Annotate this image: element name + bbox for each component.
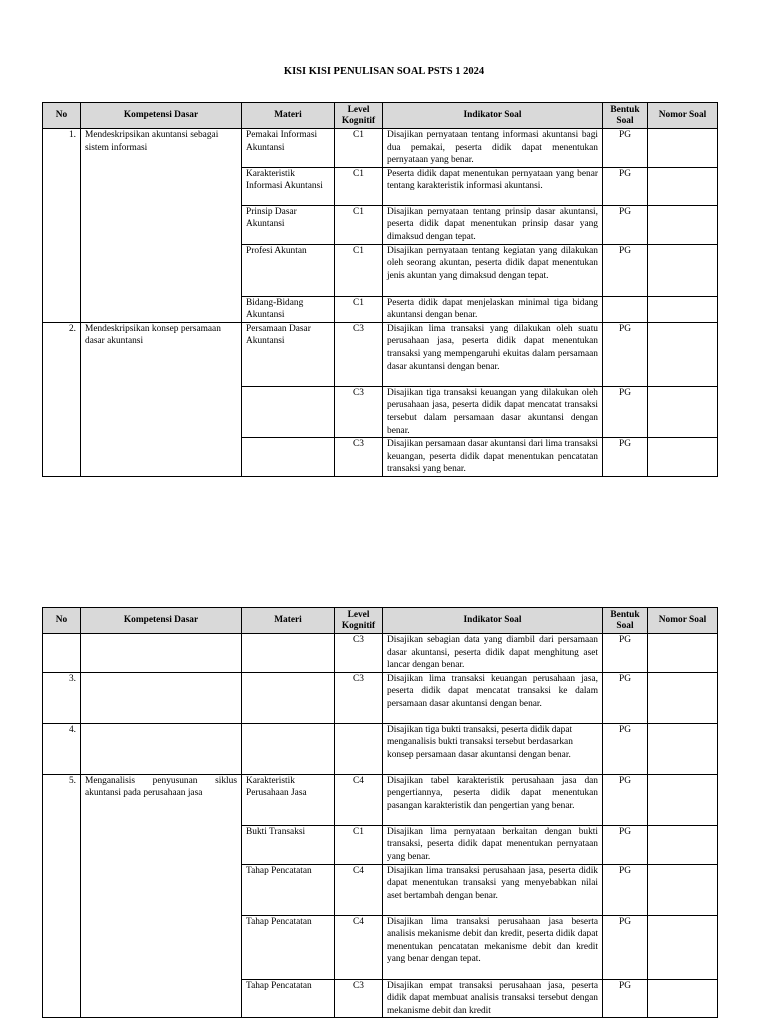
header-kompetensi-dasar: Kompetensi Dasar [81,103,242,129]
bentuk-cell: PG [603,915,648,979]
nomor-cell [648,244,718,296]
table-row [43,634,718,673]
materi-cell [242,634,335,673]
level-cell: C1 [335,244,383,296]
bentuk-cell: PG [603,322,648,386]
kompetensi-dasar-cell: Mendeskripsikan akuntansi sebagai sistem informasi [81,129,242,323]
row-number [43,634,81,673]
materi-cell: Bidang-Bidang Akuntansi [242,296,335,322]
table-row [43,774,718,825]
level-cell: C3 [335,386,383,437]
indikator-cell: Disajikan pernyataan tentang kegiatan yang dilakukan oleh seorang akuntan, peserta didik dapat menentukan jenis akuntan yang dimaksud dengan tepat. [383,244,603,296]
bentuk-cell: PG [603,774,648,825]
level-cell [335,723,383,774]
bentuk-cell: PG [603,386,648,437]
nomor-cell [648,634,718,673]
level-cell: C3 [335,438,383,477]
materi-cell [242,723,335,774]
materi-cell: Tahap Pencatatan [242,979,335,1018]
nomor-cell [648,129,718,168]
level-cell: C3 [335,634,383,673]
row-number: 1. [43,129,81,323]
bentuk-cell: PG [603,129,648,168]
materi-cell: Profesi Akuntan [242,244,335,296]
level-cell: C1 [335,825,383,864]
nomor-cell [648,723,718,774]
header-no: No [43,103,81,129]
kisi-kisi-table-1 [42,102,718,477]
indikator-cell: Disajikan persamaan dasar akuntansi dari lima transaksi keuangan, peserta didik dapat menentukan pencatatan transaksi yang benar. [383,438,603,477]
header-kompetensi-dasar: Kompetensi Dasar [81,608,242,634]
bentuk-cell: PG [603,672,648,723]
header-materi: Materi [242,608,335,634]
nomor-cell [648,322,718,386]
materi-cell: Karakteristik Informasi Akuntansi [242,167,335,205]
nomor-cell [648,672,718,723]
nomor-cell [648,167,718,205]
indikator-cell: Disajikan pernyataan tentang prinsip dasar akuntansi, peserta didik dapat menentukan prinsip dasar yang dimaksud dengan tepat. [383,205,603,244]
level-cell: C4 [335,774,383,825]
header-bentuk-soal: Bentuk Soal [603,608,648,634]
header-level-kognitif: Level Kognitif [335,608,383,634]
table-row [43,672,718,723]
row-number: 4. [43,723,81,774]
indikator-cell: Disajikan lima transaksi keuangan perusahaan jasa, peserta didik dapat mencatat transaksi ke dalam persamaan dasar akuntansi dengan benar. [383,672,603,723]
row-number: 2. [43,322,81,476]
kompetensi-dasar-cell [81,634,242,673]
table-row [43,322,718,386]
header-bentuk-soal: Bentuk Soal [603,103,648,129]
document-title: KISI KISI PENULISAN SOAL PSTS 1 2024 [283,66,485,77]
header-materi: Materi [242,103,335,129]
level-cell: C4 [335,915,383,979]
materi-cell: Persamaan Dasar Akuntansi [242,322,335,386]
nomor-cell [648,825,718,864]
indikator-cell: Disajikan lima transaksi perusahaan jasa, peserta didik dapat menentukan transaksi yang menyebabkan nilai aset bertambah dengan benar. [383,864,603,915]
level-cell: C1 [335,129,383,168]
header-level-kognitif: Level Kognitif [335,103,383,129]
nomor-cell [648,296,718,322]
level-cell: C1 [335,296,383,322]
header-indikator-soal: Indikator Soal [383,608,603,634]
indikator-cell: Peserta didik dapat menentukan pernyataan yang benar tentang karakteristik informasi akuntansi. [383,167,603,205]
materi-cell: Bukti Transaksi [242,825,335,864]
indikator-cell: Disajikan lima transaksi yang dilakukan oleh suatu perusahaan jasa, peserta didik dapat menentukan transaksi yang mempengaruhi ekuitas dalam persamaan dasar akuntansi dengan benar. [383,322,603,386]
indikator-cell: Disajikan lima transaksi perusahaan jasa beserta analisis mekanisme debit dan kredit, peserta didik dapat menentukan pencatatan mekanisme debit dan kredit yang benar dengan tepat. [383,915,603,979]
level-cell: C4 [335,864,383,915]
nomor-cell [648,864,718,915]
indikator-cell: Disajikan pernyataan tentang informasi akuntansi bagi dua pemakai, peserta didik dapat menentukan pernyataan yang benar. [383,129,603,168]
bentuk-cell: PG [603,438,648,477]
header-nomor-soal: Nomor Soal [648,608,718,634]
level-cell: C3 [335,322,383,386]
bentuk-cell: PG [603,723,648,774]
kisi-kisi-table-2 [42,607,718,1018]
row-number: 5. [43,774,81,1018]
materi-cell: Pemakai Informasi Akuntansi [242,129,335,168]
level-cell: C1 [335,167,383,205]
bentuk-cell [603,296,648,322]
bentuk-cell: PG [603,167,648,205]
nomor-cell [648,205,718,244]
materi-cell: Tahap Pencatatan [242,864,335,915]
header-nomor-soal: Nomor Soal [648,103,718,129]
bentuk-cell: PG [603,205,648,244]
bentuk-cell: PG [603,244,648,296]
kompetensi-dasar-cell: Mendeskripsikan konsep persamaan dasar akuntansi [81,322,242,476]
indikator-cell: Peserta didik dapat menjelaskan minimal tiga bidang akuntansi dengan benar. [383,296,603,322]
level-cell: C1 [335,205,383,244]
nomor-cell [648,438,718,477]
bentuk-cell: PG [603,864,648,915]
materi-cell [242,438,335,477]
materi-cell: Prinsip Dasar Akuntansi [242,205,335,244]
materi-cell [242,386,335,437]
bentuk-cell: PG [603,979,648,1018]
kompetensi-dasar-cell [81,672,242,723]
indikator-cell: Disajikan tabel karakteristik perusahaan jasa dan pengertiannya, peserta didik dapat menentukan pasangan karakteristik dan pengertian yang benar. [383,774,603,825]
table-row [43,723,718,774]
indikator-cell: Disajikan tiga bukti transaksi, peserta didik dapat menganalisis bukti transaksi tersebut berdasarkan konsep persamaan dasar akuntansi dengan benar. [383,723,603,774]
header-indikator-soal: Indikator Soal [383,103,603,129]
table-header-row [43,103,718,129]
materi-cell [242,672,335,723]
indikator-cell: Disajikan empat transaksi perusahaan jasa, peserta didik dapat membuat analisis transaksi tersebut dengan mekanisme debit dan kredit [383,979,603,1018]
level-cell: C3 [335,979,383,1018]
materi-cell: Tahap Pencatatan [242,915,335,979]
level-cell: C3 [335,672,383,723]
kompetensi-dasar-cell: Menganalisis penyusunan siklus akuntansi pada perusahaan jasa [81,774,242,1018]
indikator-cell: Disajikan sebagian data yang diambil dari persamaan dasar akuntansi, peserta didik dapat menghitung aset lancar dengan benar. [383,634,603,673]
indikator-cell: Disajikan lima pernyataan berkaitan dengan bukti transaksi, peserta didik dapat menentukan pernyataan yang benar. [383,825,603,864]
header-no: No [43,608,81,634]
indikator-cell: Disajikan tiga transaksi keuangan yang dilakukan oleh perusahaan jasa, peserta didik dapat mencatat transaksi tersebut dalam persamaan dasar akuntansi dengan benar. [383,386,603,437]
nomor-cell [648,979,718,1018]
materi-cell: Karakteristik Perusahaan Jasa [242,774,335,825]
table-row [43,129,718,168]
bentuk-cell: PG [603,825,648,864]
kompetensi-dasar-cell [81,723,242,774]
bentuk-cell: PG [603,634,648,673]
nomor-cell [648,915,718,979]
nomor-cell [648,774,718,825]
nomor-cell [648,386,718,437]
row-number: 3. [43,672,81,723]
table-header-row [43,608,718,634]
